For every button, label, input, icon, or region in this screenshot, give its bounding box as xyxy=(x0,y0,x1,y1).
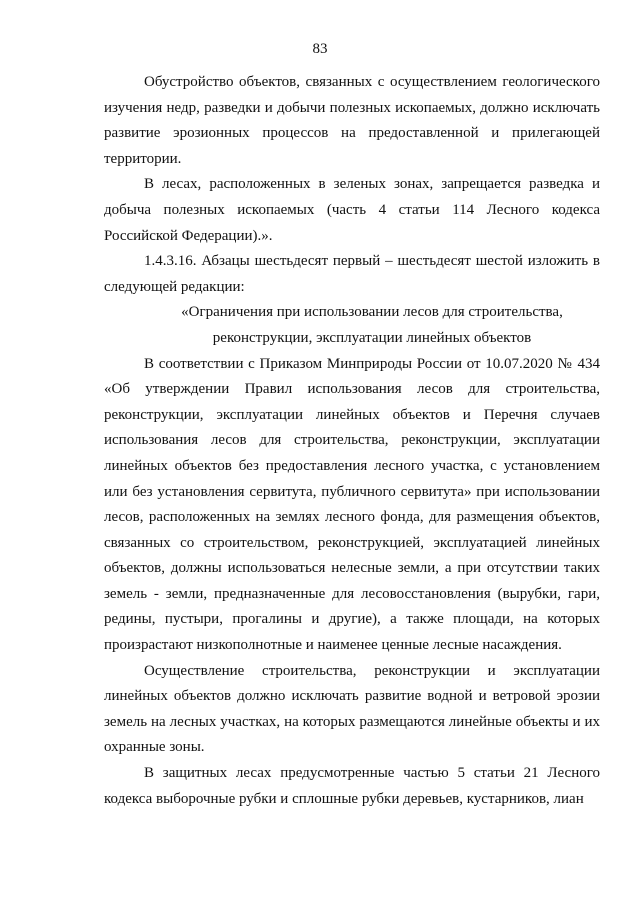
document-body xyxy=(104,70,600,812)
paragraph-green-zones: В лесах, расположенных в зеленых зонах, запрещается разведка и добыча полезных ископаемых (часть 4 статьи 114 Лесного кодекса Российской Федерации).». xyxy=(104,176,600,244)
paragraph-linear-objects-erosion: Осуществление строительства, реконструкции и эксплуатации линейных объектов должно исключать развитие водной и ветровой эрозии земель на лесных участках, на которых размещаются линейные объекты и их охранные зоны. xyxy=(104,662,600,756)
paragraph-amendment-clause: 1.4.3.16. Абзацы шестьдесят первый – шестьдесят шестой изложить в следующей редакции: xyxy=(104,253,600,295)
section-heading xyxy=(104,300,600,351)
paragraph-order-434: В соответствии с Приказом Минприроды России от 10.07.2020 № 434 «Об утверждении Правил использования лесов для строительства, реконструкции, эксплуатации линейных объектов и Перечня случаев использования лесов для строительства, реконструкции, эксплуатации линейных объектов без предоставления лесного участка, с установлением или без установления сервитута, публичного сервитута» при использовании лесов, расположенных на землях лесного фонда, для размещения объектов, связанных со строительством, реконструкцией, эксплуатацией линейных объектов, должны использоваться нелесные земли, а при отсутствии таких земель - земли, предназначенные для лесовосстановления (вырубки, гари, редины, пустыри, прогалины и другие), а также площади, на которых произрастают низкополнотные и наименее ценные лесные насаждения. xyxy=(104,355,600,654)
paragraph-geological-works: Обустройство объектов, связанных с осуществлением геологического изучения недр, разведки и добычи полезных ископаемых, должно исключать развитие эрозионных процессов на предоставленной и прилегающей территории. xyxy=(104,74,600,167)
paragraph-protective-forests: В защитных лесах предусмотренные частью 5 статьи 21 Лесного кодекса выборочные рубки и сплошные рубки деревьев, кустарников, лиан xyxy=(104,765,600,807)
section-heading-line-1: «Ограничения при использовании лесов для строительства, xyxy=(181,304,563,321)
page-number: 83 xyxy=(312,41,328,57)
section-heading-line-2: реконструкции, эксплуатации линейных объектов xyxy=(212,329,532,346)
